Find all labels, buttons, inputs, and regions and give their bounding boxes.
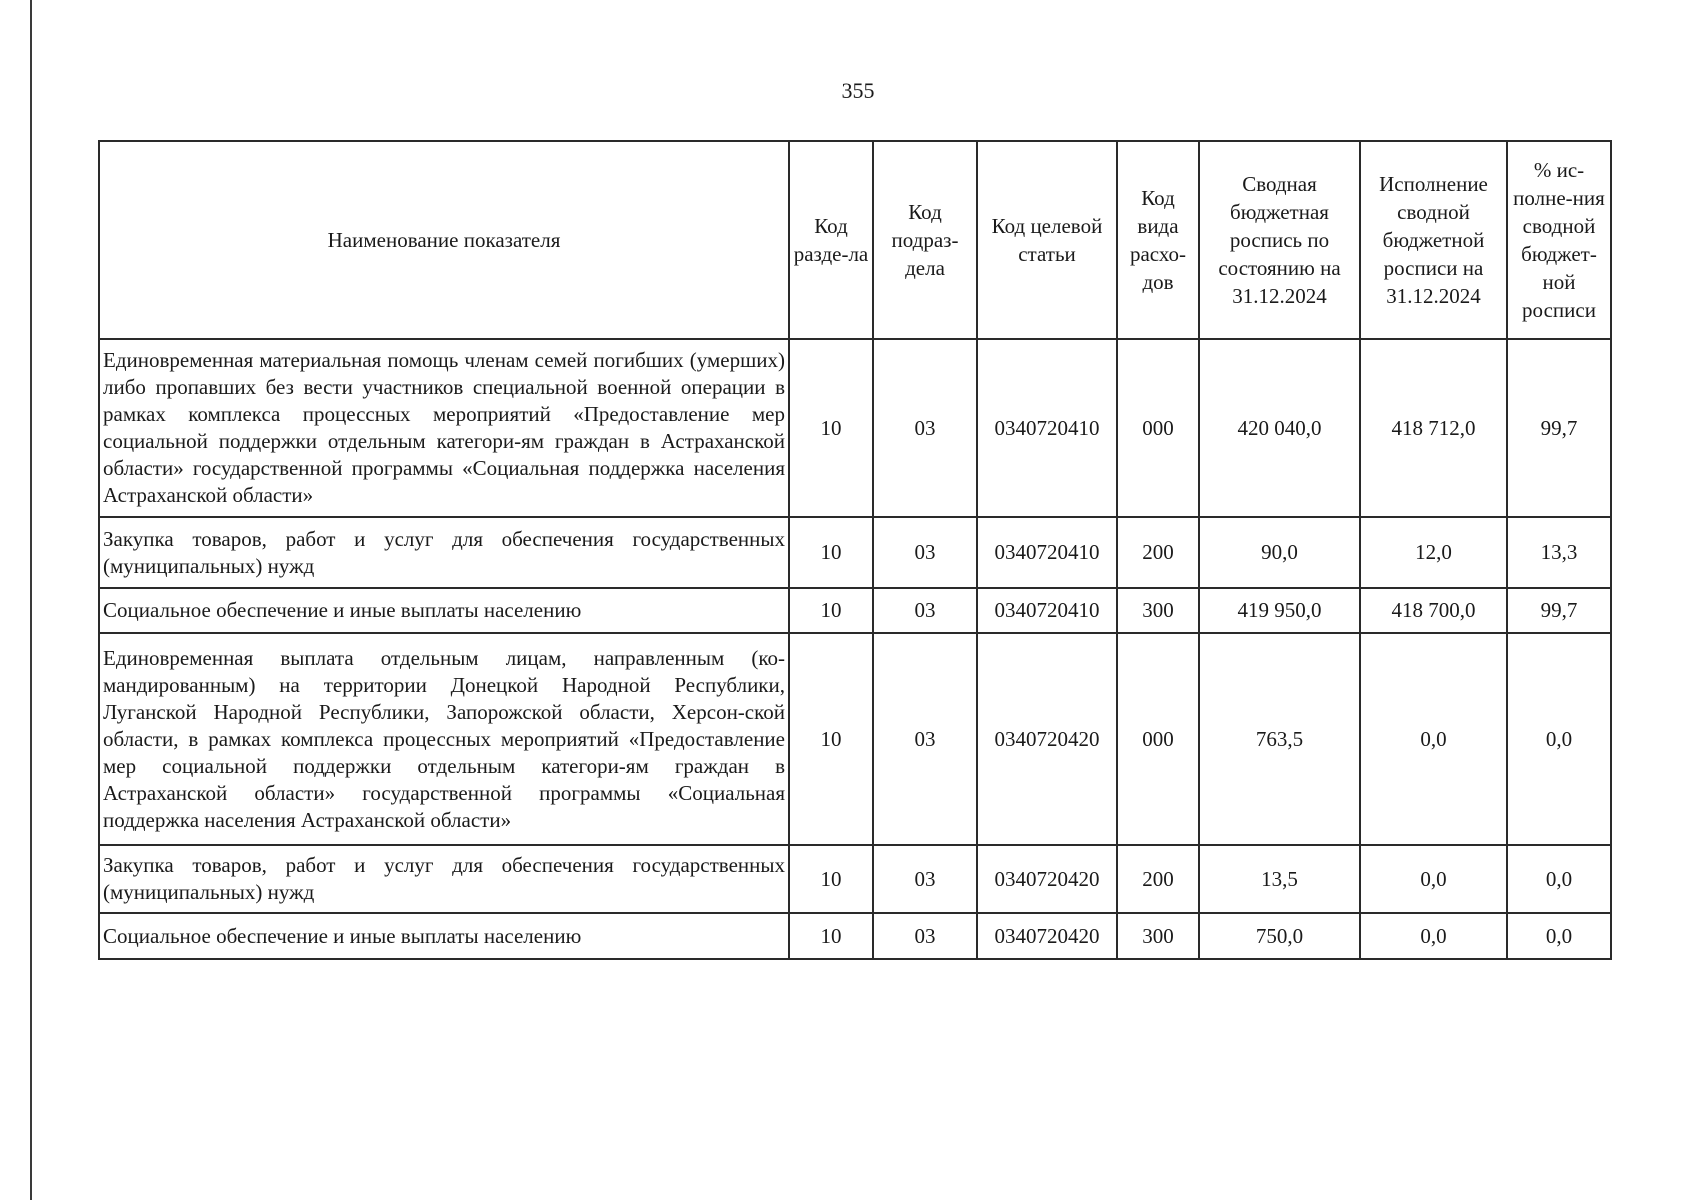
row-percent: 13,3	[1507, 517, 1611, 588]
row-executed: 0,0	[1360, 913, 1507, 959]
row-percent: 99,7	[1507, 588, 1611, 633]
header-planned: Сводная бюджетная роспись по состоянию на 31.12.2024	[1199, 141, 1360, 339]
row-executed: 418 712,0	[1360, 339, 1507, 517]
row-subsection-code: 03	[873, 845, 977, 913]
row-name: Закупка товаров, работ и услуг для обеспечения государственных (муниципальных) нужд	[99, 517, 789, 588]
row-subsection-code: 03	[873, 633, 977, 845]
row-section-code: 10	[789, 913, 873, 959]
row-executed: 418 700,0	[1360, 588, 1507, 633]
row-section-code: 10	[789, 633, 873, 845]
row-name: Единовременная материальная помощь членам семей погибших (умерших) либо пропавших без вести участников специальной военной операции в рамках комплекса процессных мероприятий «Предоставление мер социальной поддержки отдельным категори-ям граждан в Астраханской области» государственной программы «Социальная поддержка населения Астраханской области»	[99, 339, 789, 517]
row-expense-type-code: 300	[1117, 913, 1199, 959]
row-section-code: 10	[789, 339, 873, 517]
header-expense-type-code: Код вида расхо-дов	[1117, 141, 1199, 339]
table-row	[99, 845, 1611, 913]
row-planned: 763,5	[1199, 633, 1360, 845]
row-planned: 13,5	[1199, 845, 1360, 913]
row-target-code: 0340720410	[977, 517, 1117, 588]
row-expense-type-code: 300	[1117, 588, 1199, 633]
row-planned: 750,0	[1199, 913, 1360, 959]
row-subsection-code: 03	[873, 588, 977, 633]
row-percent: 0,0	[1507, 633, 1611, 845]
row-planned: 420 040,0	[1199, 339, 1360, 517]
header-row	[99, 141, 1611, 339]
row-section-code: 10	[789, 588, 873, 633]
row-target-code: 0340720420	[977, 845, 1117, 913]
row-expense-type-code: 200	[1117, 845, 1199, 913]
header-percent: % ис-полне-ния сводной бюджет-ной росписи	[1507, 141, 1611, 339]
table-row	[99, 633, 1611, 845]
row-executed: 0,0	[1360, 633, 1507, 845]
row-subsection-code: 03	[873, 517, 977, 588]
header-executed: Исполнение сводной бюджетной росписи на 31.12.2024	[1360, 141, 1507, 339]
row-expense-type-code: 000	[1117, 633, 1199, 845]
row-name: Закупка товаров, работ и услуг для обеспечения государственных (муниципальных) нужд	[99, 845, 789, 913]
row-percent: 0,0	[1507, 913, 1611, 959]
row-target-code: 0340720420	[977, 913, 1117, 959]
row-target-code: 0340720410	[977, 339, 1117, 517]
row-target-code: 0340720420	[977, 633, 1117, 845]
header-name: Наименование показателя	[99, 141, 789, 339]
row-section-code: 10	[789, 845, 873, 913]
row-subsection-code: 03	[873, 339, 977, 517]
row-subsection-code: 03	[873, 913, 977, 959]
row-target-code: 0340720410	[977, 588, 1117, 633]
row-section-code: 10	[789, 517, 873, 588]
row-percent: 99,7	[1507, 339, 1611, 517]
row-executed: 12,0	[1360, 517, 1507, 588]
header-subsection-code: Код подраз-дела	[873, 141, 977, 339]
page-binding-edge	[30, 0, 32, 1200]
row-planned: 90,0	[1199, 517, 1360, 588]
row-planned: 419 950,0	[1199, 588, 1360, 633]
row-name: Социальное обеспечение и иные выплаты населению	[99, 588, 789, 633]
row-expense-type-code: 200	[1117, 517, 1199, 588]
row-executed: 0,0	[1360, 845, 1507, 913]
page-number	[0, 78, 1696, 104]
table-row	[99, 517, 1611, 588]
header-target-code: Код целевой статьи	[977, 141, 1117, 339]
row-name: Социальное обеспечение и иные выплаты населению	[99, 913, 789, 959]
header-section-code: Код разде-ла	[789, 141, 873, 339]
table-row	[99, 339, 1611, 517]
budget-table	[98, 140, 1612, 960]
row-name: Единовременная выплата отдельным лицам, направленным (ко-мандированным) на территории Донецкой Народной Республики, Луганской Народной Республики, Запорожской области, Херсон-ской области, в рамках комплекса процессных мероприятий «Предоставление мер социальной поддержки отдельным категори-ям граждан в Астраханской области» государственной программы «Социальная поддержка населения Астраханской области»	[99, 633, 789, 845]
page-number-text: 355	[841, 78, 875, 103]
row-percent: 0,0	[1507, 845, 1611, 913]
row-expense-type-code: 000	[1117, 339, 1199, 517]
table-row	[99, 588, 1611, 633]
table-row	[99, 913, 1611, 959]
